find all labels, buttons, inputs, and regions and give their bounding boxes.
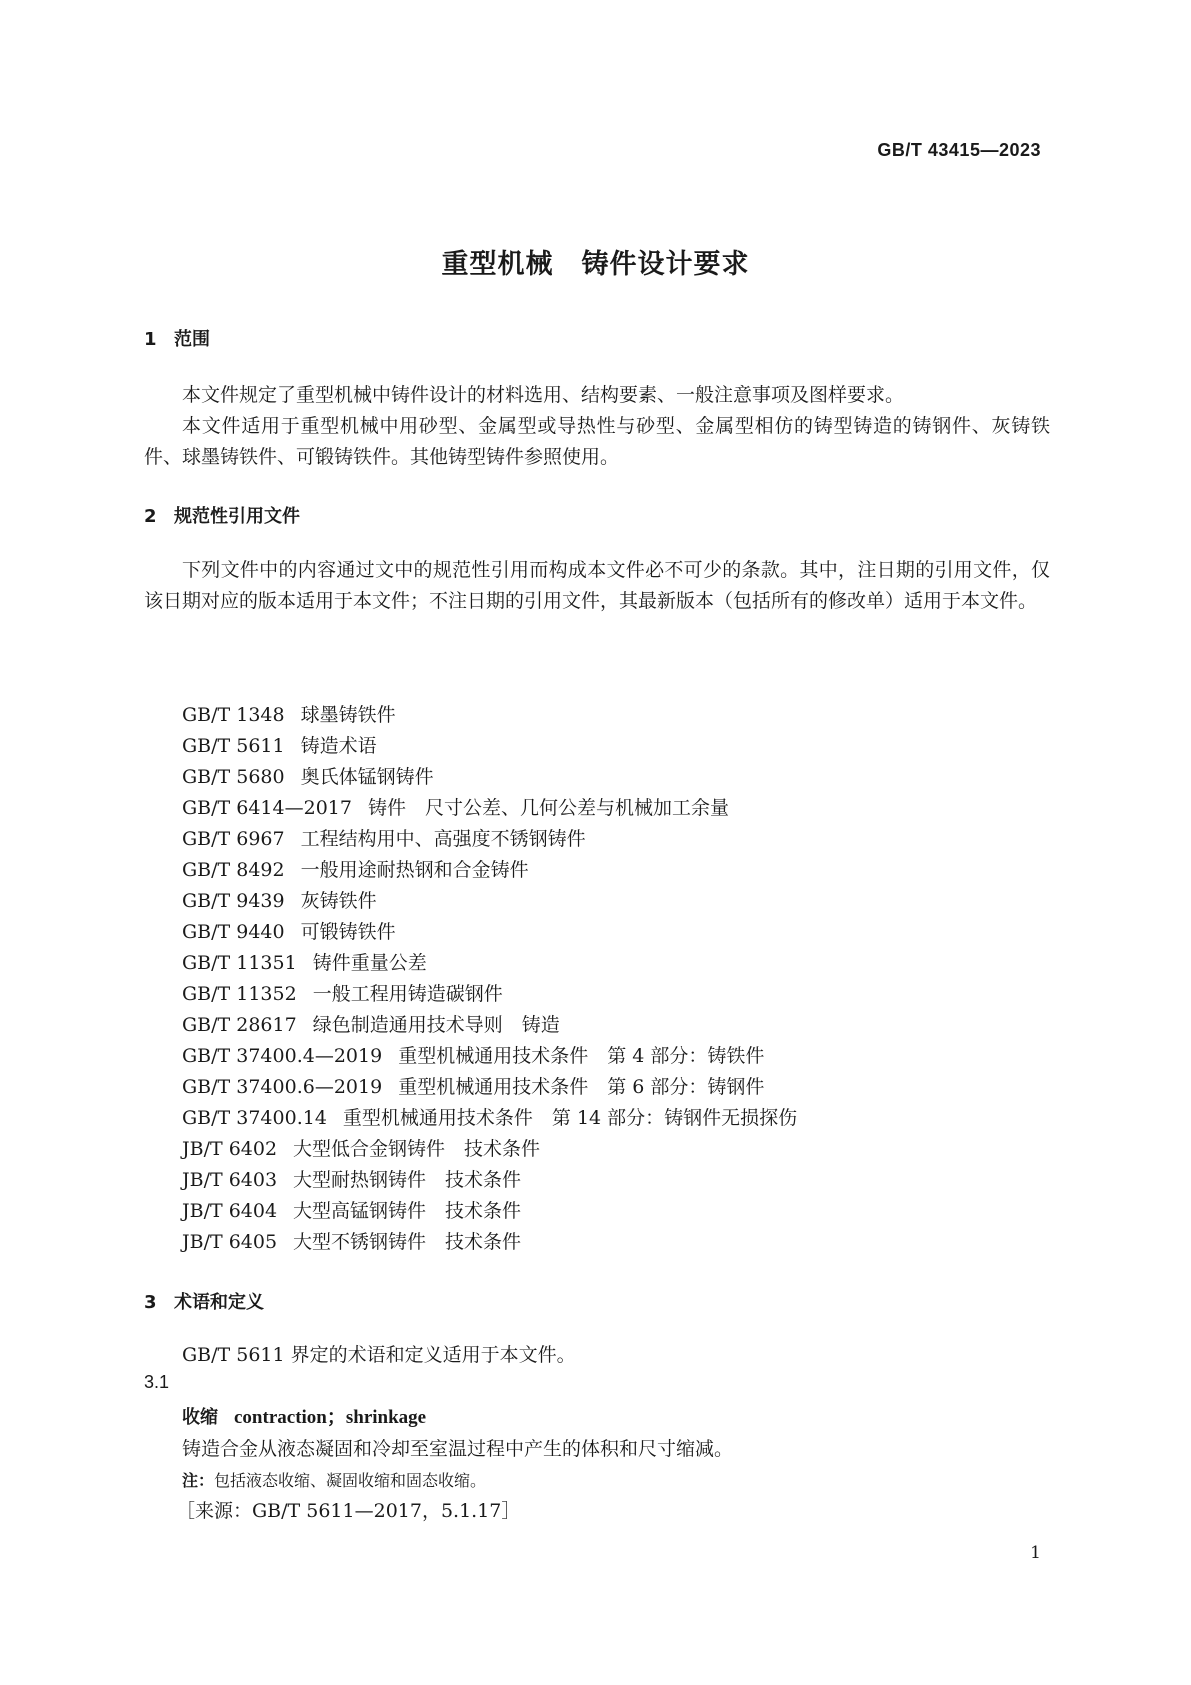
term-entry-number: 3.1 — [144, 1372, 170, 1392]
section-title: 术语和定义 — [174, 1292, 264, 1313]
reference-item — [182, 700, 797, 731]
reference-code: GB/T 37400.4—2019 — [182, 1045, 383, 1067]
reference-title: 重型机械通用技术条件 第 14 部分：铸钢件无损探伤 — [342, 1107, 798, 1129]
term-source: ［来源：GB/T 5611—2017，5.1.17］ — [176, 1500, 521, 1522]
reference-code: GB/T 37400.14 — [182, 1107, 327, 1129]
reference-code: JB/T 6402 — [182, 1138, 278, 1160]
reference-code: JB/T 6404 — [182, 1200, 278, 1222]
reference-code: GB/T 9439 — [182, 890, 285, 912]
term-note — [182, 1468, 486, 1491]
reference-item — [182, 917, 797, 948]
reference-title: 一般工程用铸造碳钢件 — [312, 983, 503, 1005]
reference-list — [182, 700, 797, 1258]
reference-item — [182, 1227, 797, 1258]
section-heading-normative-references — [144, 502, 300, 528]
reference-item — [182, 1072, 797, 1103]
term-heading — [182, 1402, 426, 1429]
term-english: contraction；shrinkage — [234, 1407, 427, 1428]
reference-title: 球墨铸铁件 — [300, 704, 396, 726]
reference-code: GB/T 1348 — [182, 704, 285, 726]
reference-item — [182, 1103, 797, 1134]
reference-title: 铸造术语 — [300, 735, 377, 757]
section-title: 规范性引用文件 — [174, 506, 300, 527]
reference-code: GB/T 5680 — [182, 766, 285, 788]
reference-item — [182, 824, 797, 855]
document-title: 重型机械 铸件设计要求 — [441, 249, 750, 280]
page-number: 1 — [1030, 1543, 1041, 1563]
reference-item — [182, 855, 797, 886]
reference-code: GB/T 28617 — [182, 1014, 297, 1036]
reference-code: GB/T 6414—2017 — [182, 797, 352, 819]
reference-title: 一般用途耐热钢和合金铸件 — [300, 859, 529, 881]
terms-intro: GB/T 5611 界定的术语和定义适用于本文件。 — [182, 1344, 576, 1366]
reference-item — [182, 1165, 797, 1196]
reference-item — [182, 979, 797, 1010]
reference-code: GB/T 9440 — [182, 921, 285, 943]
reference-code: GB/T 5611 — [182, 735, 285, 757]
section-title: 范围 — [174, 329, 210, 350]
reference-title: 工程结构用中、高强度不锈钢铸件 — [300, 828, 586, 850]
section-number: 3 — [144, 1292, 157, 1313]
reference-title: 大型耐热钢铸件 技术条件 — [293, 1169, 522, 1191]
reference-item — [182, 1010, 797, 1041]
reference-title: 绿色制造通用技术导则 铸造 — [312, 1014, 560, 1036]
reference-item — [182, 762, 797, 793]
reference-code: JB/T 6405 — [182, 1231, 278, 1253]
section-number: 1 — [144, 329, 157, 350]
paragraph: 本文件规定了重型机械中铸件设计的材料选用、结构要素、一般注意事项及图样要求。 — [182, 384, 905, 406]
reference-item — [182, 1041, 797, 1072]
paragraph: 本文件适用于重型机械中用砂型、金属型或导热性与砂型、金属型相仿的铸型铸造的铸钢件、灰铸铁件、球墨铸铁件、可锻铸铁件。其他铸型铸件参照使用。 — [144, 415, 1050, 468]
section-heading-terms — [144, 1288, 264, 1314]
reference-item — [182, 1134, 797, 1165]
reference-code: GB/T 8492 — [182, 859, 285, 881]
term-definition: 铸造合金从液态凝固和冷却至室温过程中产生的体积和尺寸缩减。 — [182, 1438, 734, 1460]
reference-title: 铸件 尺寸公差、几何公差与机械加工余量 — [367, 797, 729, 819]
reference-title: 大型不锈钢铸件 技术条件 — [293, 1231, 522, 1253]
note-label: 注： — [182, 1471, 215, 1490]
reference-item — [182, 948, 797, 979]
reference-title: 大型高锰钢铸件 技术条件 — [293, 1200, 522, 1222]
reference-title: 奥氏体锰钢铸件 — [300, 766, 434, 788]
reference-title: 铸件重量公差 — [312, 952, 427, 974]
reference-code: GB/T 11352 — [182, 983, 297, 1005]
reference-code: GB/T 37400.6—2019 — [182, 1076, 383, 1098]
section-heading-scope — [144, 325, 210, 351]
reference-code: GB/T 6967 — [182, 828, 285, 850]
note-text: 包括液态收缩、凝固收缩和固态收缩。 — [214, 1471, 487, 1490]
reference-item — [182, 886, 797, 917]
reference-item — [182, 1196, 797, 1227]
reference-title: 重型机械通用技术条件 第 6 部分：铸钢件 — [398, 1076, 765, 1098]
reference-code: JB/T 6403 — [182, 1169, 278, 1191]
paragraph: 下列文件中的内容通过文中的规范性引用而构成本文件必不可少的条款。其中，注日期的引用文件，仅该日期对应的版本适用于本文件；不注日期的引用文件，其最新版本（包括所有的修改单）适用于本文件。 — [144, 559, 1050, 612]
reference-item — [182, 793, 797, 824]
standard-number: GB/T 43415—2023 — [877, 140, 1041, 160]
scope-body — [144, 380, 1050, 473]
reference-item — [182, 731, 797, 762]
reference-code: GB/T 11351 — [182, 952, 297, 974]
reference-title: 重型机械通用技术条件 第 4 部分：铸铁件 — [398, 1045, 765, 1067]
reference-title: 大型低合金钢铸件 技术条件 — [293, 1138, 541, 1160]
reference-title: 可锻铸铁件 — [300, 921, 396, 943]
term-chinese: 收缩 — [182, 1407, 218, 1428]
section-number: 2 — [144, 506, 157, 527]
reference-title: 灰铸铁件 — [300, 890, 377, 912]
normative-references-intro — [144, 555, 1050, 617]
